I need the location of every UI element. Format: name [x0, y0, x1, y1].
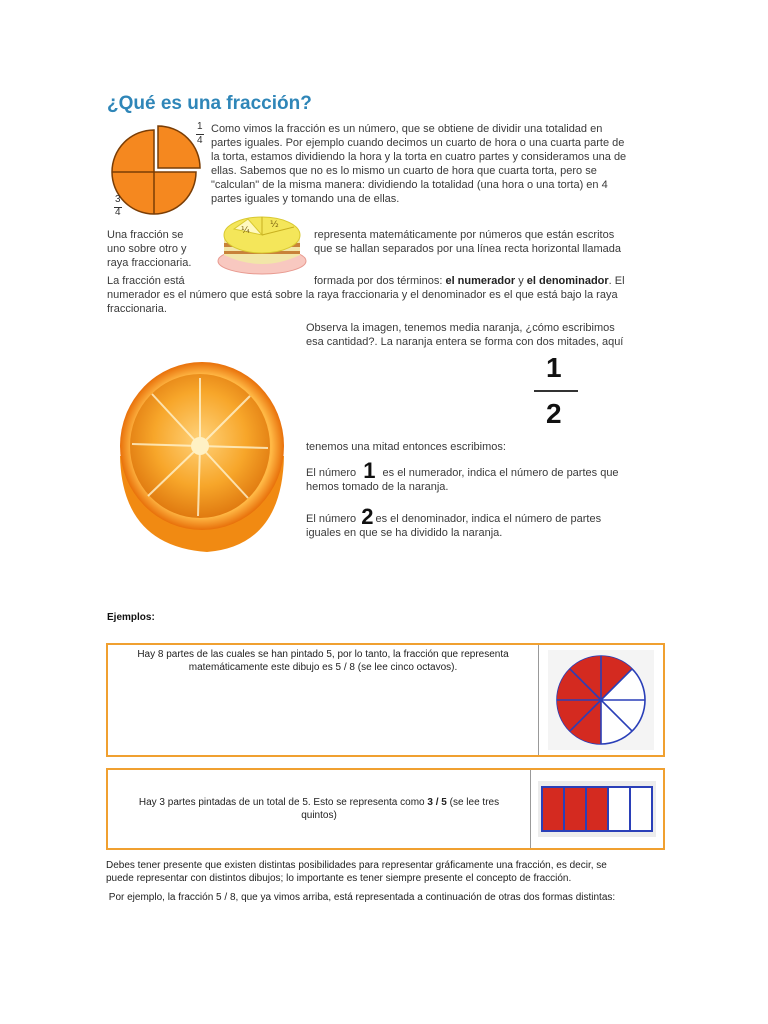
pie-label-three-den: 4	[115, 207, 121, 218]
terms-line-2: numerador es el número que está sobre la raya fraccionaria y el denominador es el que está bajo la raya	[107, 289, 618, 301]
example-2-image-cell	[531, 770, 663, 848]
example-1-line: matemáticamente este dibujo es 5 / 8 (se lee cinco octavos).	[188, 662, 458, 673]
bar-fifths-figure	[538, 781, 656, 837]
numerator-explanation	[306, 458, 686, 494]
example-2-after: (se lee tres	[446, 797, 500, 808]
shaded-fifth	[542, 787, 564, 831]
page-title: ¿Qué es una fracción?	[107, 93, 312, 114]
def-right-line: representa matemáticamente por números que están escritos	[314, 229, 615, 241]
num-post: es el numerador, indica el número de partes que	[382, 467, 619, 479]
terms-text: formada por dos términos:	[314, 275, 446, 287]
cake-label-half: ½	[270, 220, 279, 230]
den-pre: El número	[306, 513, 357, 525]
pie-label-quarter-den: 4	[197, 135, 203, 146]
empty-fifth	[608, 787, 630, 831]
cake-illustration	[214, 207, 310, 279]
half-fraction-numerator: 1	[546, 352, 562, 383]
term-denominador: el denominador	[526, 275, 609, 287]
pie-label-three-num: 3	[115, 194, 121, 205]
closing-paragraph	[106, 859, 666, 885]
orange-observe	[306, 321, 623, 349]
intro-line: Como vimos la fracción es un número, que se obtiene de dividir una totalidad en	[211, 123, 603, 135]
num-big: 1	[363, 458, 376, 483]
num-line-2: hemos tomado de la naranja.	[306, 481, 449, 493]
def-right-line: que se hallan separados por una línea recta horizontal llamada	[314, 243, 621, 255]
intro-line: ellas. Sabemos que no es lo mismo un cuarto de hora que cuarta torta, pero se	[211, 165, 597, 177]
terms-right	[314, 274, 625, 288]
empty-fifth	[630, 787, 652, 831]
example-1-text	[108, 645, 539, 755]
denominator-explanation	[306, 504, 686, 540]
den-big: 2	[361, 504, 374, 529]
def-left-line: uno sobre otro y	[107, 243, 187, 255]
example-2-box	[106, 768, 665, 850]
num-pre: El número	[306, 467, 357, 479]
closing-example-line: Por ejemplo, la fracción 5 / 8, que ya vimos arriba, está representada a continuación de otras dos formas distintas:	[106, 892, 616, 903]
def-left-line: raya fraccionaria.	[107, 257, 192, 269]
terms-text-end: . El	[608, 275, 625, 287]
fraction-def-right	[314, 228, 621, 256]
def-left-line: Una fracción se	[107, 229, 184, 241]
circle-eighths-figure	[548, 650, 654, 750]
intro-line: "calculan" de la misma manera: dividiendo la totalidad (una hora o una torta) en 4	[211, 179, 608, 191]
example-1-image-cell	[539, 645, 663, 755]
examples-heading: Ejemplos:	[107, 612, 155, 623]
intro-line: la torta, estamos dividiendo la hora y la torta en cuatro partes y consideramos una de	[211, 151, 627, 163]
terms-left: La fracción está	[107, 275, 185, 287]
terms-line-3: fraccionaria.	[107, 303, 167, 315]
pie-quarters-illustration	[110, 122, 210, 222]
pie-label-quarter-num: 1	[197, 121, 203, 132]
example-1-line: Hay 8 partes de las cuales se han pintado 5, por lo tanto, la fracción que representa	[137, 649, 509, 660]
example-2-text	[108, 770, 531, 848]
mitad-text: tenemos una mitad entonces escribimos:	[306, 441, 506, 453]
intro-line: partes iguales. Por ejemplo cuando decimos un cuarto de hora o una cuarta parte de	[211, 137, 625, 149]
shaded-fifth	[586, 787, 608, 831]
observe-line: esa cantidad?. La naranja entera se forma con dos mitades, aquí	[306, 336, 624, 348]
den-line-2: iguales en que se ha dividido la naranja.	[306, 527, 503, 539]
intro-paragraph	[211, 122, 681, 206]
closing-line: puede representar con distintos dibujos; lo importante es tener siempre presente el concepto de fracción.	[106, 873, 572, 884]
half-orange-image	[112, 356, 290, 556]
half-fraction-bar	[534, 390, 578, 392]
example-2-line-2: quintos)	[301, 810, 337, 821]
example-1-box	[106, 643, 665, 757]
half-fraction-denominator: 2	[546, 398, 562, 429]
intro-line: partes iguales y tomando una de ellas.	[211, 193, 400, 205]
example-2-before: Hay 3 partes pintadas de un total de 5. Esto se representa como	[138, 797, 428, 808]
cake-label-quarter: ¼	[241, 226, 250, 236]
fraction-def-left	[107, 228, 191, 270]
den-post: es el denominador, indica el número de partes	[375, 513, 602, 525]
observe-line: Observa la imagen, tenemos media naranja, ¿cómo escribimos	[306, 322, 615, 334]
terms-and: y	[515, 275, 527, 287]
shaded-fifth	[564, 787, 586, 831]
closing-line: Debes tener presente que existen distintas posibilidades para representar gráficamente una fracción, es decir, se	[106, 860, 607, 871]
example-2-fraction: 3 / 5	[427, 797, 447, 808]
term-numerador: el numerador	[445, 275, 516, 287]
